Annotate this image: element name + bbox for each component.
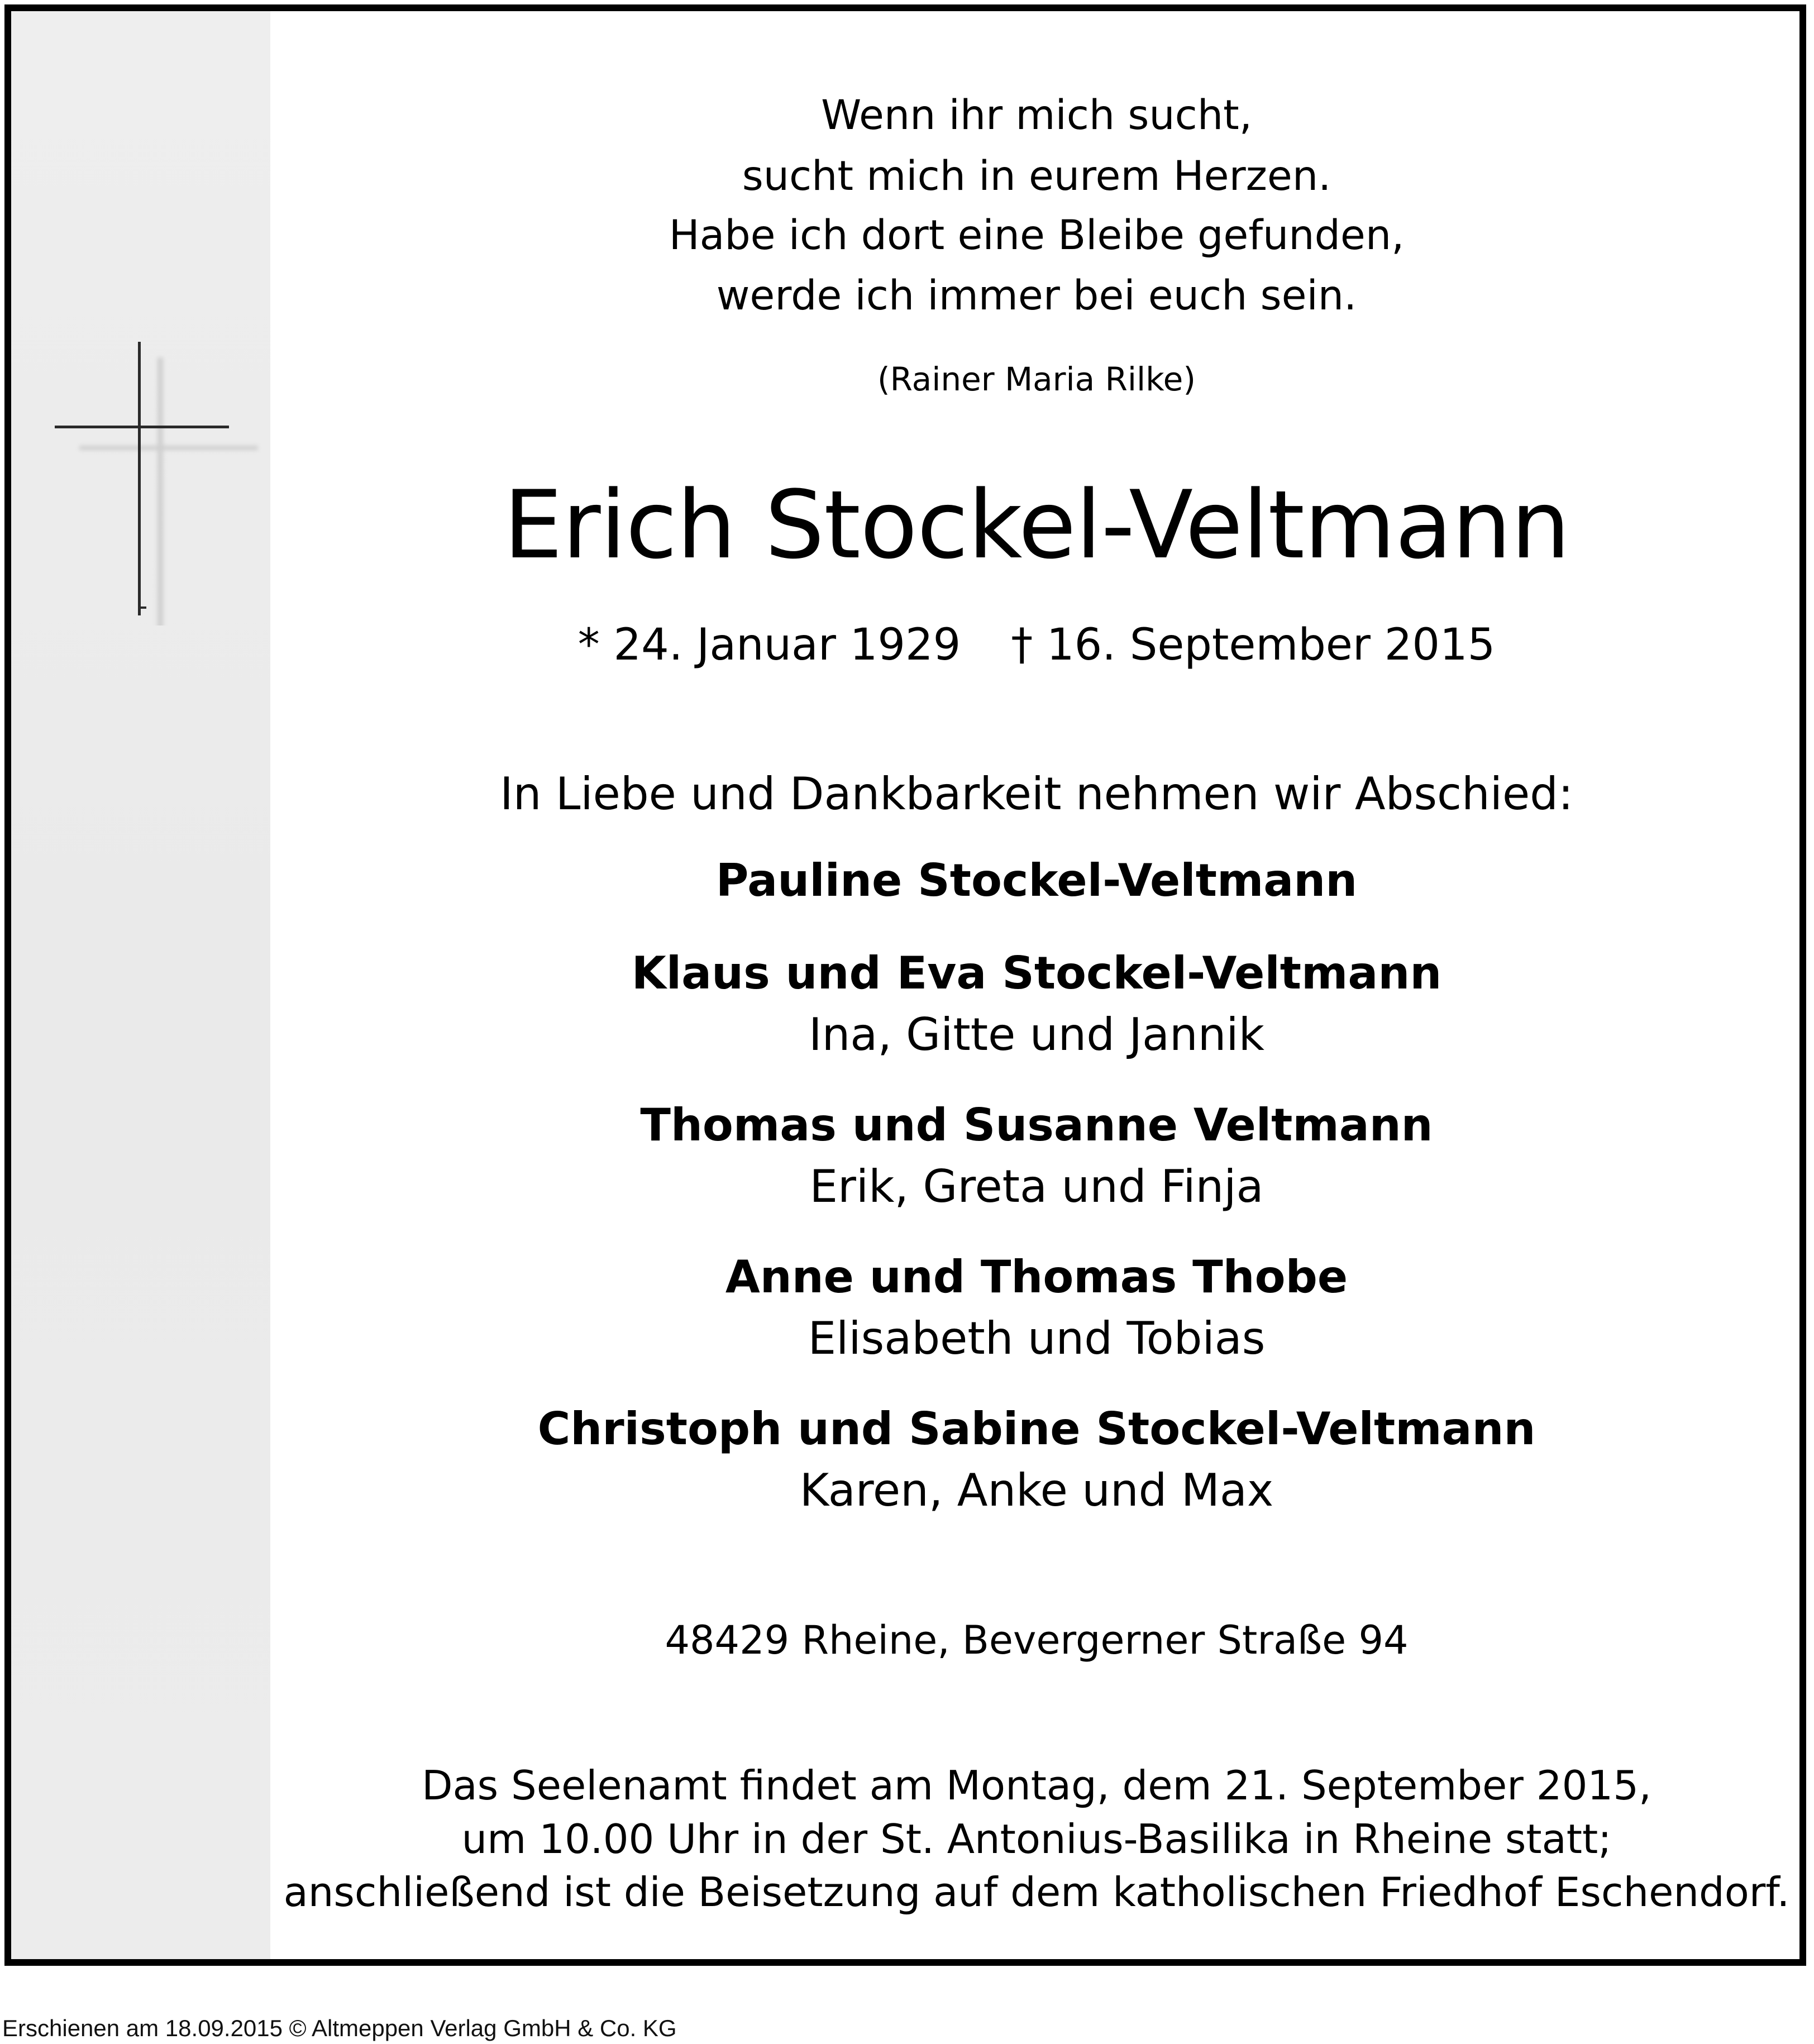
obituary-content	[274, 11, 1799, 1959]
mourner-name: Klaus und Eva Stockel-Veltmann	[631, 947, 1442, 999]
poem-line-1: Wenn ihr mich sucht,	[821, 92, 1252, 139]
mourner-name: Pauline Stockel-Veltmann	[715, 854, 1358, 906]
mourner-children: Erik, Greta und Finja	[809, 1161, 1264, 1212]
death-date	[1011, 620, 1495, 670]
poem-line-4: werde ich immer bei euch sein.	[716, 272, 1357, 319]
death-date-text: 16. September 2015	[1047, 620, 1496, 670]
farewell-intro: In Liebe und Dankbarkeit nehmen wir Abschied:	[500, 768, 1573, 820]
birth-date-text: 24. Januar 1929	[613, 620, 961, 670]
mourner-children: Karen, Anke und Max	[799, 1464, 1274, 1516]
mourner-name: Anne und Thomas Thobe	[725, 1251, 1348, 1303]
family-address: 48429 Rheine, Bevergerner Straße 94	[665, 1617, 1409, 1663]
birth-date	[578, 620, 961, 670]
deceased-name: Erich Stockel-Veltmann	[503, 470, 1570, 580]
sidebar-panel	[11, 11, 270, 1959]
cross-icon	[11, 11, 270, 625]
poem-line-2: sucht mich in eurem Herzen.	[742, 152, 1331, 200]
death-symbol: †	[1011, 620, 1033, 670]
birth-symbol: *	[577, 620, 600, 670]
poem-line-3: Habe ich dort eine Bleibe gefunden,	[669, 212, 1405, 259]
service-line-3: anschließend ist die Beisetzung auf dem katholischen Friedhof Eschendorf.	[283, 1869, 1790, 1916]
mourner-children: Ina, Gitte und Jannik	[809, 1009, 1264, 1061]
mourner-name: Christoph und Sabine Stockel-Veltmann	[537, 1403, 1536, 1455]
obituary-frame	[4, 4, 1806, 1966]
mourner-name: Thomas und Susanne Veltmann	[640, 1099, 1433, 1151]
service-line-1: Das Seelenamt findet am Montag, dem 21. September 2015,	[422, 1762, 1651, 1809]
service-line-2: um 10.00 Uhr in der St. Antonius-Basilika in Rheine statt;	[461, 1816, 1612, 1862]
life-dates	[274, 620, 1799, 670]
mourner-children: Elisabeth und Tobias	[808, 1312, 1266, 1364]
publication-footer: Erschienen am 18.09.2015 © Altmeppen Verlag GmbH & Co. KG	[2, 2015, 677, 2041]
poem-author: (Rainer Maria Rilke)	[877, 360, 1196, 398]
